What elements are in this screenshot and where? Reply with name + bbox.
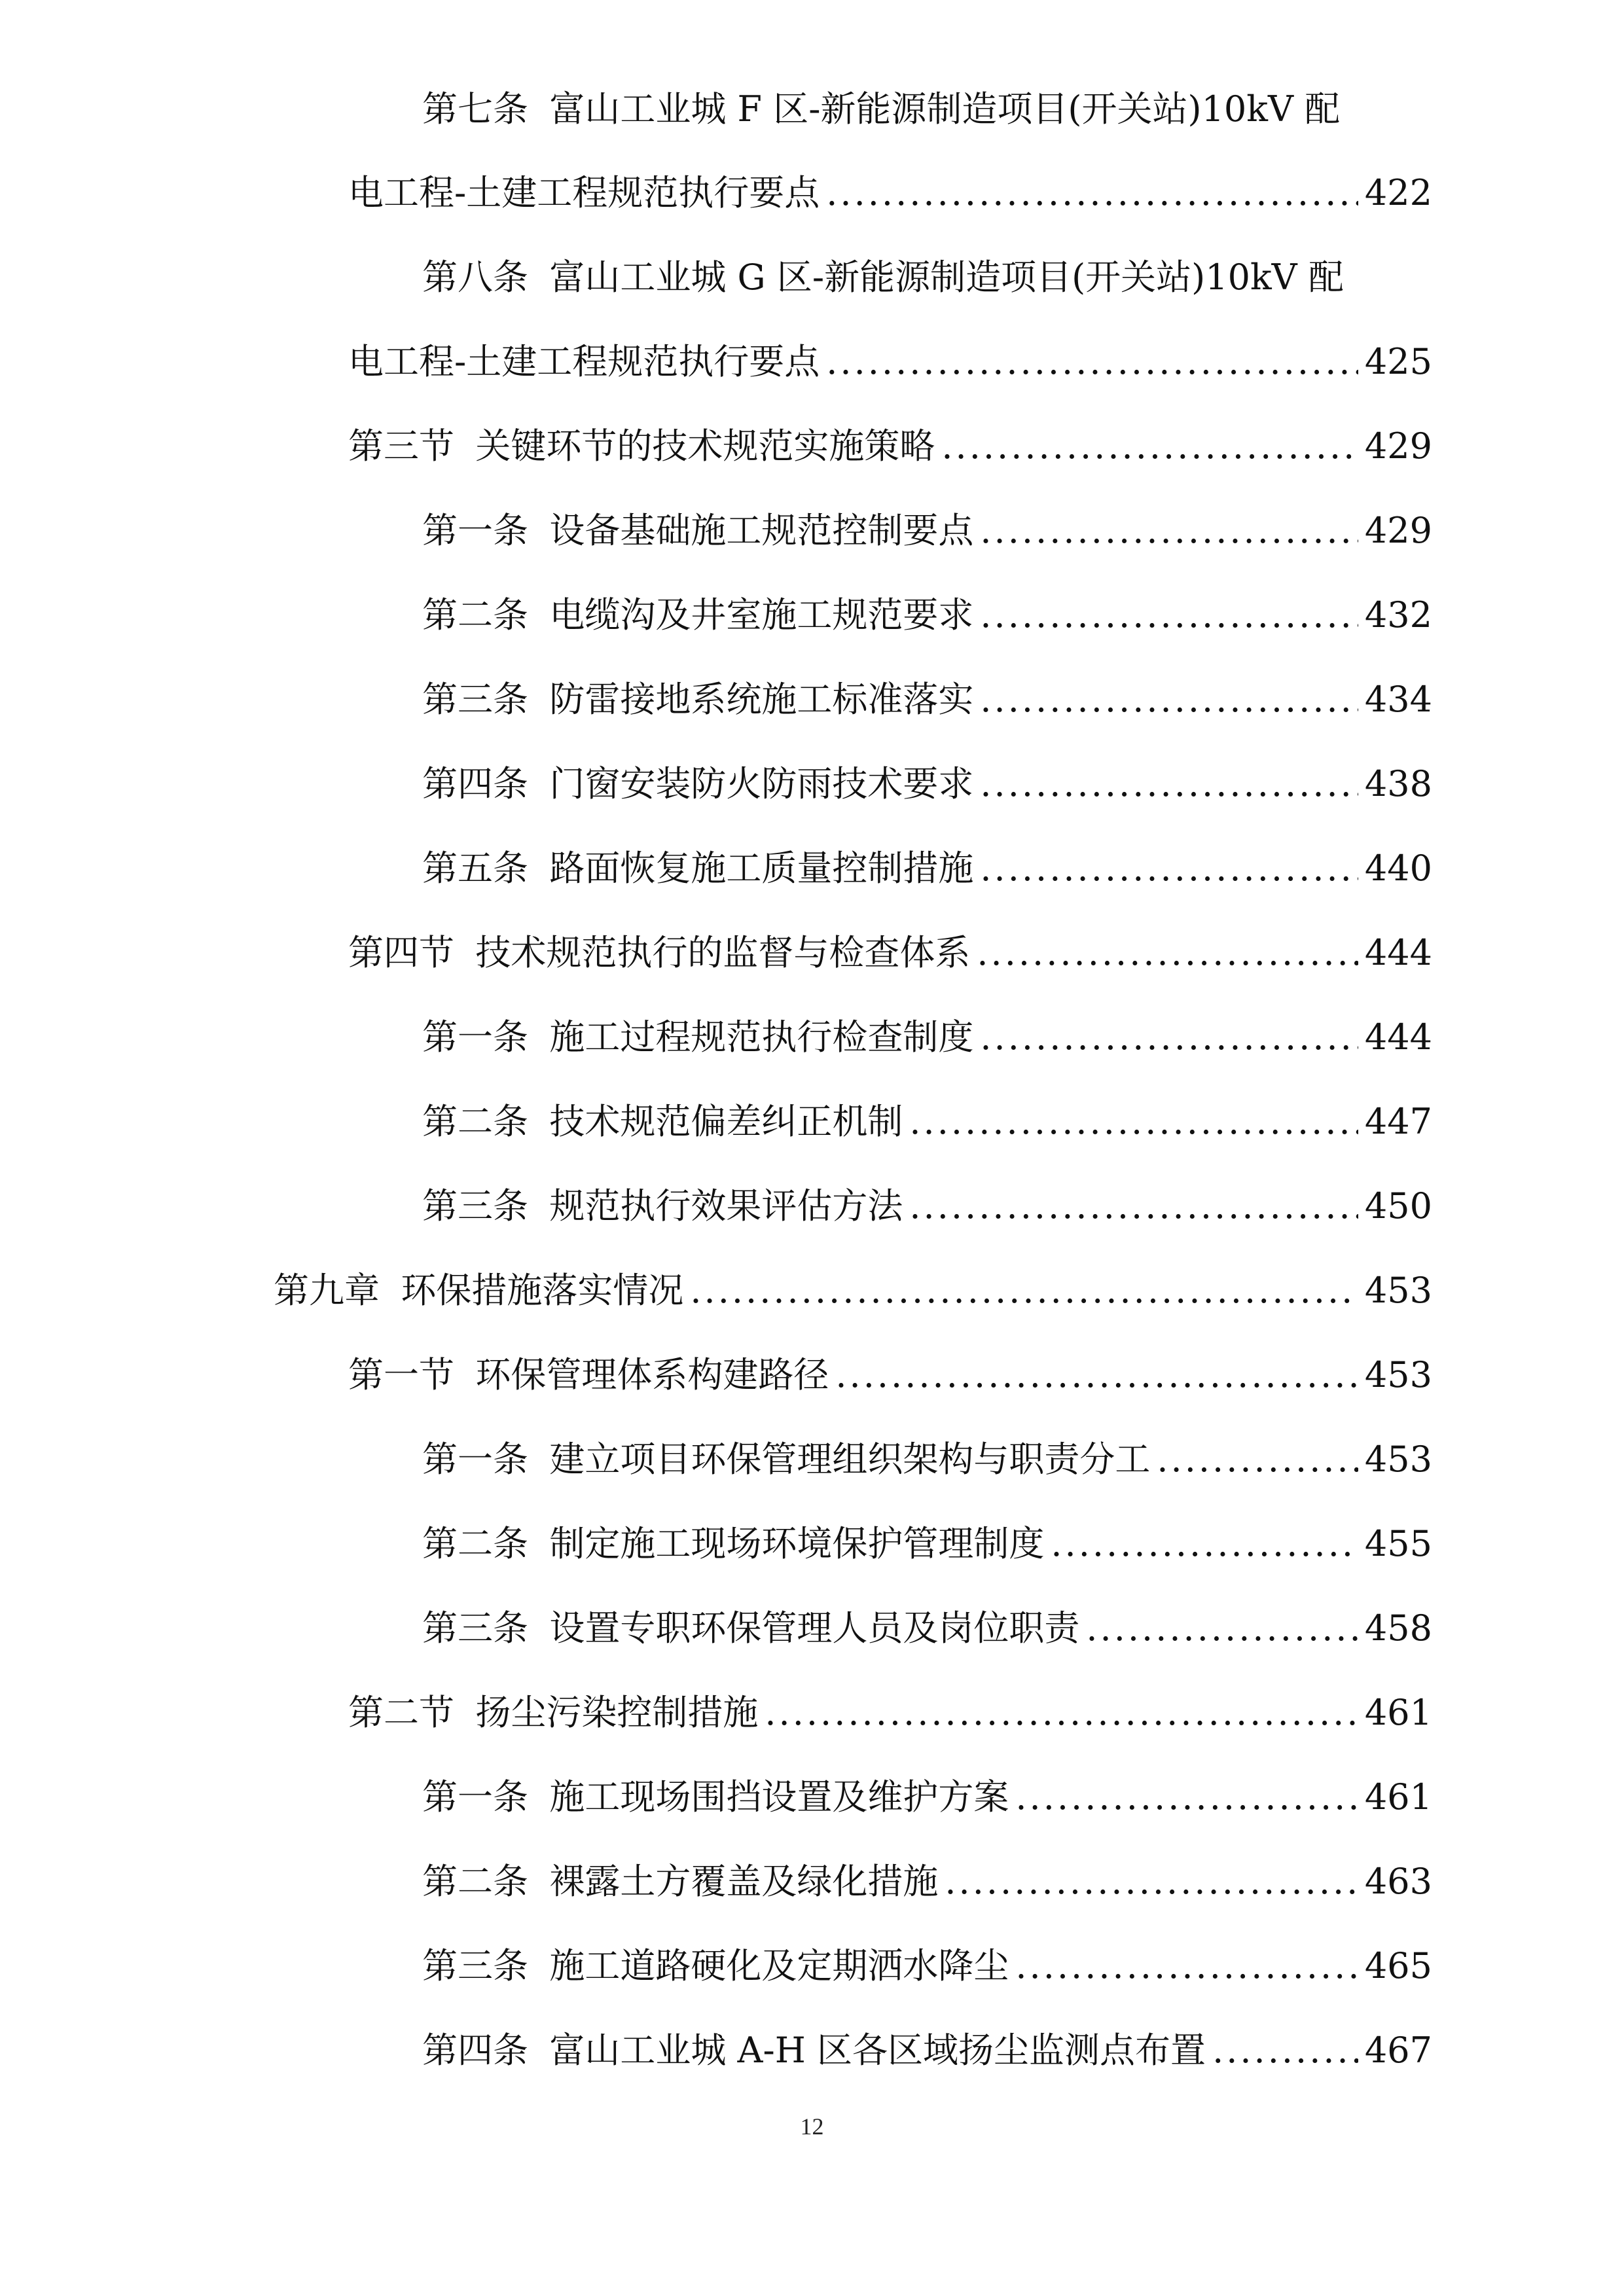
toc-entry[interactable]: [422, 842, 1432, 895]
toc-entry-label: 第三条: [422, 1185, 528, 1227]
toc-entry-title: 环保措施落实情况: [401, 1270, 684, 1311]
toc-entry[interactable]: [422, 505, 1432, 557]
toc-entry-title: 富山工业城 G 区-新能源制造项目(开关站)10kV 配: [549, 257, 1344, 298]
toc-leader-dots: [835, 1349, 1358, 1401]
toc-entry-title: 扬尘污染控制措施: [475, 1692, 759, 1733]
toc-entry-label: 第二条: [422, 1523, 528, 1564]
toc-entry-title: 富山工业城 F 区-新能源制造项目(开关站)10kV 配: [549, 88, 1341, 130]
toc-entry-page: 422: [1364, 172, 1432, 213]
toc-leader-dots: [1015, 1771, 1358, 1823]
toc-entry[interactable]: [422, 1771, 1432, 1823]
toc-entry-title: 设备基础施工规范控制要点: [549, 510, 974, 551]
toc-leader-dots: [980, 589, 1358, 641]
toc-entry-label: 第一条: [422, 510, 528, 551]
toc-entry-page: 453: [1364, 1270, 1432, 1311]
toc-leader-dots: [1086, 1602, 1358, 1655]
toc-entry-label: 第二条: [422, 1101, 528, 1142]
toc-entry[interactable]: [348, 167, 1432, 219]
toc-entry-title: 环保管理体系构建路径: [475, 1354, 829, 1395]
toc-entry-page: 467: [1364, 2030, 1432, 2071]
toc-entry-label: 第三条: [422, 679, 528, 720]
toc-entry-title: 电缆沟及井室施工规范要求: [549, 594, 974, 636]
toc-entry-title: 施工过程规范执行检查制度: [549, 1016, 974, 1058]
toc-entry[interactable]: [422, 1433, 1432, 1486]
toc-entry-label: 第三节: [348, 425, 454, 467]
toc-entry[interactable]: [422, 2024, 1432, 2077]
toc-entry-chapter[interactable]: [274, 1265, 1432, 1317]
toc-entry-page: 429: [1364, 510, 1432, 551]
toc-leader-dots: [826, 167, 1358, 219]
toc-leader-dots: [980, 505, 1358, 557]
toc-entry-label: 第三条: [422, 1607, 528, 1649]
toc-entry[interactable]: [422, 673, 1432, 726]
toc-entry[interactable]: [422, 1518, 1432, 1570]
toc-leader-dots: [1157, 1433, 1358, 1486]
toc-leader-dots: [765, 1687, 1358, 1739]
toc-entry-page: 440: [1364, 848, 1432, 889]
toc-entry[interactable]: [422, 1940, 1432, 1992]
toc-entry-page: 429: [1364, 425, 1432, 467]
toc-entry-page: 463: [1364, 1861, 1432, 1902]
toc-entry-title: 设置专职环保管理人员及岗位职责: [549, 1607, 1080, 1649]
toc-entry-title: 技术规范执行的监督与检查体系: [475, 932, 971, 973]
page-number: 12: [800, 2113, 824, 2140]
toc-entry[interactable]: [422, 589, 1432, 641]
toc-entry-section[interactable]: [348, 420, 1432, 473]
toc-entry-page: 425: [1364, 341, 1432, 382]
toc-entry[interactable]: [422, 1096, 1432, 1148]
toc-entry-page: 447: [1364, 1101, 1432, 1142]
toc-entry-page: 444: [1364, 932, 1432, 973]
toc-entry-section[interactable]: [348, 1687, 1432, 1739]
toc-entry[interactable]: [422, 1856, 1432, 1908]
toc-entry[interactable]: [422, 758, 1432, 810]
toc-entry-page: 434: [1364, 679, 1432, 720]
toc-entry-label: 第四节: [348, 932, 454, 973]
toc-leader-dots: [826, 336, 1358, 388]
toc-entry-label: 第八条: [422, 257, 528, 298]
toc-entry-title: 富山工业城 A-H 区各区域扬尘监测点布置: [549, 2030, 1206, 2071]
toc-leader-dots: [909, 1180, 1358, 1232]
toc-leader-dots: [980, 758, 1358, 810]
toc-entry-title: 门窗安装防火防雨技术要求: [549, 763, 974, 804]
toc-leader-dots: [980, 673, 1358, 726]
toc-entry-title: 关键环节的技术规范实施策略: [475, 425, 935, 467]
toc-entry-page: 461: [1364, 1692, 1432, 1733]
toc-entry-label: 第九章: [274, 1270, 380, 1311]
toc-entry-label: 第三条: [422, 1945, 528, 1986]
toc-leader-dots: [980, 842, 1358, 895]
toc-entry-title: 建立项目环保管理组织架构与职责分工: [549, 1439, 1151, 1480]
toc-entry-label: 第一节: [348, 1354, 454, 1395]
toc-entry-title: 电工程-土建工程规范执行要点: [348, 172, 820, 213]
toc-entry-label: 第二节: [348, 1692, 454, 1733]
toc-entry[interactable]: [422, 1602, 1432, 1655]
toc-entry-section[interactable]: [348, 927, 1432, 979]
toc-entry-title: 规范执行效果评估方法: [549, 1185, 903, 1227]
toc-entry-label: 第四条: [422, 2030, 528, 2071]
toc-entry-wrap-first: [422, 251, 1344, 304]
toc-entry-title: 防雷接地系统施工标准落实: [549, 679, 974, 720]
toc-entry-title: 制定施工现场环境保护管理制度: [549, 1523, 1045, 1564]
toc-leader-dots: [980, 1011, 1358, 1064]
toc-entry-title: 路面恢复施工质量控制措施: [549, 848, 974, 889]
toc-entry-title: 施工现场围挡设置及维护方案: [549, 1776, 1009, 1818]
toc-entry[interactable]: [348, 336, 1432, 388]
toc-entry-label: 第一条: [422, 1016, 528, 1058]
toc-leader-dots: [1015, 1940, 1358, 1992]
toc-leader-dots: [977, 927, 1358, 979]
toc-entry-page: 438: [1364, 763, 1432, 804]
toc-entry-label: 第二条: [422, 594, 528, 636]
toc-leader-dots: [945, 1856, 1358, 1908]
toc-leader-dots: [1212, 2024, 1358, 2077]
toc-leader-dots: [941, 420, 1358, 473]
toc-entry-label: 第一条: [422, 1776, 528, 1818]
toc-entry-title: 电工程-土建工程规范执行要点: [348, 341, 820, 382]
toc-entry-page: 458: [1364, 1607, 1432, 1649]
toc-entry[interactable]: [422, 1180, 1432, 1232]
toc-entry-page: 450: [1364, 1185, 1432, 1227]
toc-entry-page: 461: [1364, 1776, 1432, 1818]
toc-entry-title: 裸露土方覆盖及绿化措施: [549, 1861, 939, 1902]
toc-entry[interactable]: [422, 1011, 1432, 1064]
toc-entry-wrap-first: [422, 83, 1340, 135]
toc-entry-label: 第五条: [422, 848, 528, 889]
toc-entry-page: 432: [1364, 594, 1432, 636]
toc-leader-dots: [690, 1265, 1358, 1317]
toc-leader-dots: [909, 1096, 1358, 1148]
toc-entry-section[interactable]: [348, 1349, 1432, 1401]
toc-entry-label: 第四条: [422, 763, 528, 804]
toc-entry-page: 455: [1364, 1523, 1432, 1564]
toc-entry-label: 第七条: [422, 88, 528, 130]
toc-entry-title: 施工道路硬化及定期洒水降尘: [549, 1945, 1009, 1986]
toc-entry-page: 444: [1364, 1016, 1432, 1058]
toc-leader-dots: [1051, 1518, 1358, 1570]
toc-entry-page: 453: [1364, 1354, 1432, 1395]
toc-entry-page: 453: [1364, 1439, 1432, 1480]
toc-entry-label: 第二条: [422, 1861, 528, 1902]
toc-entry-label: 第一条: [422, 1439, 528, 1480]
toc-entry-title: 技术规范偏差纠正机制: [549, 1101, 903, 1142]
toc-entry-page: 465: [1364, 1945, 1432, 1986]
